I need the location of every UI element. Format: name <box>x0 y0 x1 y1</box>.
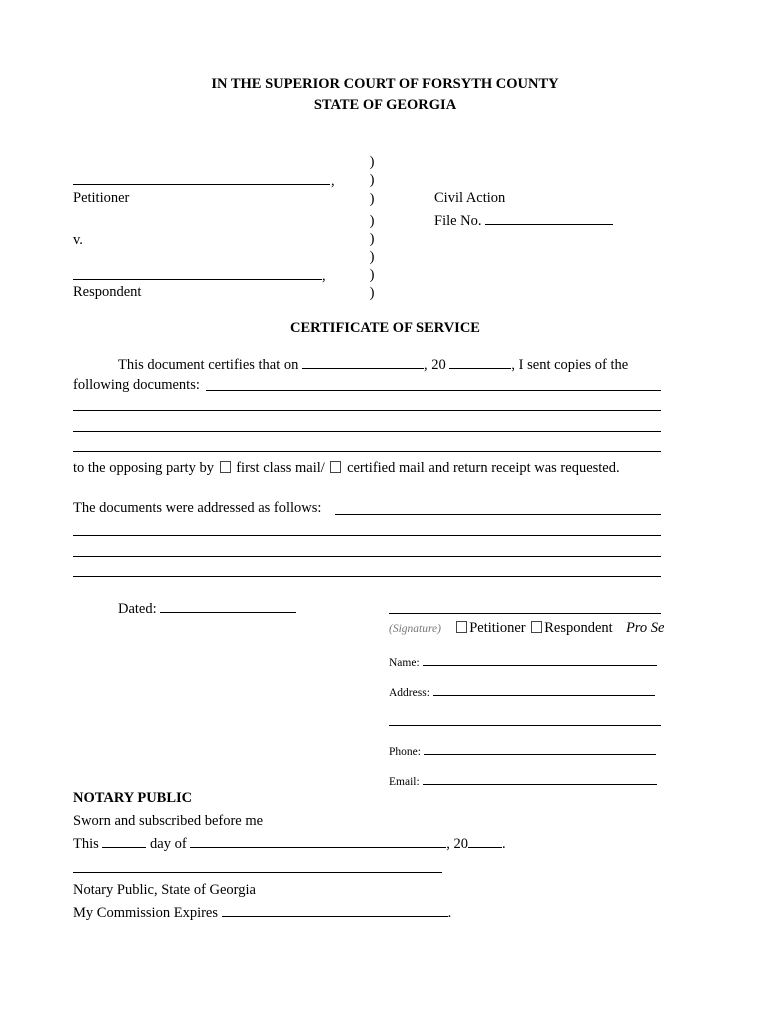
first-class-mail-label: first class mail/ <box>236 460 325 476</box>
address-field-line[interactable] <box>73 556 661 557</box>
notary-day-field[interactable] <box>102 835 146 848</box>
notary-state-text: Notary Public, State of Georgia <box>73 882 256 898</box>
file-no-label: File No. <box>434 213 482 229</box>
petitioner-label: Petitioner <box>73 190 130 206</box>
name-field[interactable] <box>423 653 657 666</box>
address-field-line[interactable] <box>73 535 661 536</box>
certified-mail-label: certified mail and return receipt was requested. <box>347 460 620 476</box>
state-heading: STATE OF GEORGIA <box>313 97 457 113</box>
documents-label: following documents: <box>73 377 200 393</box>
service-year-field[interactable] <box>449 356 511 369</box>
notary-year-field[interactable] <box>468 835 502 848</box>
caption-paren: ) <box>369 172 375 188</box>
address-row <box>389 683 655 702</box>
file-no-field[interactable] <box>485 212 613 225</box>
documents-field-line[interactable] <box>206 390 661 391</box>
phone-label: Phone: <box>389 746 421 758</box>
file-no-row <box>434 212 613 230</box>
sworn-text: Sworn and subscribed before me <box>73 813 264 829</box>
petitioner-name-line[interactable] <box>73 184 330 185</box>
certified-mail-checkbox[interactable] <box>330 461 341 473</box>
address-field-line[interactable] <box>335 514 661 515</box>
respondent-label: Respondent <box>73 284 142 300</box>
dated-label: Dated: <box>118 601 157 617</box>
dated-row <box>118 600 296 618</box>
caption-paren: ) <box>369 249 375 265</box>
day-of-label: day of <box>150 836 187 852</box>
versus-label: v. <box>73 232 83 248</box>
name-label: Name: <box>389 657 420 669</box>
notary-year-prefix: , 20 <box>446 836 469 852</box>
certify-line <box>118 356 628 374</box>
notary-signature-line[interactable] <box>73 872 442 873</box>
document-title: CERTIFICATE OF SERVICE <box>290 320 480 336</box>
commission-period: . <box>447 905 452 921</box>
caption-paren: ) <box>369 231 375 247</box>
notary-heading: NOTARY PUBLIC <box>73 790 193 806</box>
year-prefix: , 20 <box>424 357 446 373</box>
name-row <box>389 653 657 672</box>
respondent-comma: , <box>322 268 326 284</box>
documents-field-line[interactable] <box>73 451 661 452</box>
caption-paren: ) <box>369 267 375 283</box>
commission-expires-field[interactable] <box>222 904 448 917</box>
petitioner-checkbox[interactable] <box>456 621 467 633</box>
caption-paren: ) <box>369 213 375 229</box>
addressed-label: The documents were addressed as follows: <box>73 500 322 516</box>
copies-text: , I sent copies of the <box>511 357 629 373</box>
commission-row <box>73 904 451 922</box>
email-row <box>389 772 657 791</box>
notary-date-row <box>73 835 506 853</box>
service-date-field[interactable] <box>302 356 424 369</box>
first-class-mail-checkbox[interactable] <box>220 461 231 473</box>
phone-field[interactable] <box>424 742 656 755</box>
petitioner-option-label: Petitioner <box>469 620 526 636</box>
email-label: Email: <box>389 776 420 788</box>
documents-field-line[interactable] <box>73 431 661 432</box>
civil-action-label: Civil Action <box>434 190 506 206</box>
service-text: to the opposing party by <box>73 460 214 476</box>
commission-label: My Commission Expires <box>73 905 219 921</box>
this-label: This <box>73 836 99 852</box>
email-field[interactable] <box>423 772 657 785</box>
service-method-line <box>73 459 620 477</box>
address-field-line[interactable] <box>73 576 661 577</box>
signature-label: (Signature) <box>389 623 441 635</box>
court-heading: IN THE SUPERIOR COURT OF FORSYTH COUNTY <box>211 76 559 92</box>
notary-month-field[interactable] <box>190 835 446 848</box>
notary-date-period: . <box>502 836 506 852</box>
pro-se-label: Pro Se <box>625 620 665 636</box>
respondent-checkbox[interactable] <box>531 621 542 633</box>
dated-field[interactable] <box>160 600 296 613</box>
phone-row <box>389 742 656 761</box>
address-label: Address: <box>389 687 430 699</box>
caption-paren: ) <box>369 285 375 301</box>
documents-field-line[interactable] <box>73 410 661 411</box>
address-field-line-2[interactable] <box>389 725 661 726</box>
signature-role-row <box>389 619 664 638</box>
petitioner-comma: , <box>331 173 335 189</box>
caption-paren: ) <box>369 191 375 207</box>
address-field[interactable] <box>433 683 655 696</box>
signature-line[interactable] <box>389 613 661 614</box>
respondent-name-line[interactable] <box>73 279 322 280</box>
caption-paren: ) <box>369 154 375 170</box>
certify-text: This document certifies that on <box>118 357 299 373</box>
respondent-option-label: Respondent <box>544 620 613 636</box>
